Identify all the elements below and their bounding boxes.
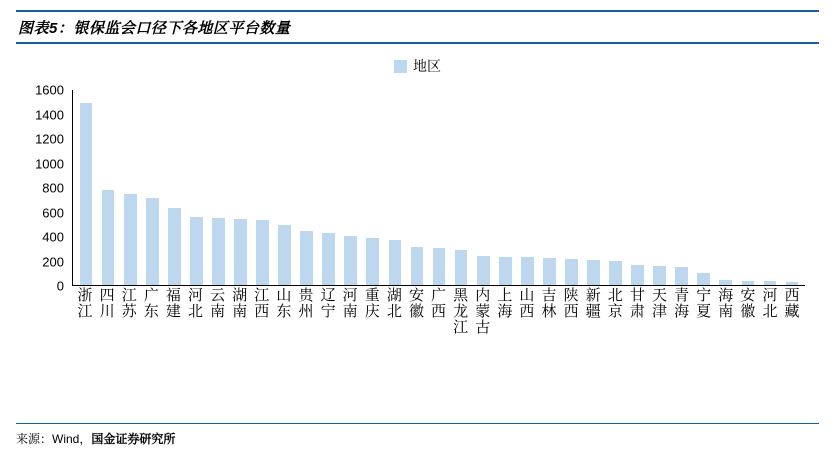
y-tick-label: 1200 (35, 131, 64, 147)
x-tick-label: 内蒙古 (475, 287, 491, 336)
x-tick-label: 陕西 (563, 287, 579, 320)
bar-slot (605, 90, 627, 285)
bar[interactable] (102, 190, 115, 285)
x-tick-label: 湖北 (386, 287, 402, 320)
bar-series (73, 90, 805, 285)
bar-slot (472, 90, 494, 285)
bar[interactable] (190, 217, 203, 285)
bar[interactable] (609, 261, 622, 285)
x-label-slot (781, 288, 803, 382)
x-label-slot (251, 288, 273, 382)
bar[interactable] (234, 219, 247, 285)
bar-slot (141, 90, 163, 285)
bar[interactable] (719, 280, 732, 285)
bar[interactable] (433, 248, 446, 285)
x-tick-label: 湖南 (232, 287, 248, 320)
x-tick-label: 安徽 (740, 287, 756, 320)
bar[interactable] (344, 236, 357, 285)
bar-slot (274, 90, 296, 285)
bar[interactable] (455, 250, 468, 285)
x-label-slot (96, 288, 118, 382)
y-tick-label: 1400 (35, 107, 64, 122)
bar-slot (340, 90, 362, 285)
bar-slot (318, 90, 340, 285)
x-label-slot (339, 288, 361, 382)
bar-slot (185, 90, 207, 285)
x-tick-label: 河北 (188, 287, 204, 320)
bar-slot (671, 90, 693, 285)
bar[interactable] (786, 282, 799, 285)
x-tick-label: 宁夏 (696, 287, 712, 320)
footer-divider (16, 423, 819, 424)
chart-area (16, 82, 819, 382)
bar[interactable] (543, 258, 556, 285)
plot-canvas (72, 90, 805, 286)
x-label-slot (516, 288, 538, 382)
bar[interactable] (565, 259, 578, 285)
x-label-slot (648, 288, 670, 382)
bar[interactable] (521, 257, 534, 285)
x-label-slot (273, 288, 295, 382)
x-tick-label: 江西 (254, 287, 270, 320)
x-tick-label: 上海 (497, 287, 513, 320)
x-label-slot (229, 288, 251, 382)
x-tick-label: 辽宁 (320, 287, 336, 320)
page-title: 图表5：银保监会口径下各地区平台数量 (18, 19, 291, 37)
x-tick-label: 福建 (165, 287, 181, 320)
bar[interactable] (389, 240, 402, 285)
x-tick-label: 浙江 (77, 287, 93, 320)
bar-slot (406, 90, 428, 285)
bar-slot (229, 90, 251, 285)
x-tick-label: 天津 (651, 287, 667, 320)
y-tick-label: 800 (42, 180, 64, 196)
y-tick-label: 1600 (35, 82, 64, 98)
bar[interactable] (212, 218, 225, 285)
x-tick-label: 北京 (607, 287, 623, 320)
bar[interactable] (697, 273, 710, 285)
bar-slot (627, 90, 649, 285)
bar[interactable] (256, 220, 269, 285)
bar[interactable] (322, 233, 335, 285)
bar[interactable] (146, 198, 159, 285)
bar[interactable] (124, 194, 137, 285)
x-label-slot (405, 288, 427, 382)
chart-page (0, 10, 835, 461)
x-label-slot (759, 288, 781, 382)
source-text (16, 430, 819, 447)
x-tick-label: 重庆 (364, 287, 380, 320)
y-tick-label: 200 (42, 254, 64, 269)
bar-slot (516, 90, 538, 285)
bar-slot (75, 90, 97, 285)
chart-title-bar (16, 10, 819, 44)
bar-slot (362, 90, 384, 285)
y-tick-label: 400 (42, 229, 64, 245)
x-tick-label: 安徽 (408, 287, 424, 320)
x-label-slot (450, 288, 472, 382)
legend-label-region: 地区 (413, 58, 441, 74)
x-tick-label: 河南 (342, 287, 358, 320)
x-label-slot (560, 288, 582, 382)
y-tick-label: 1000 (35, 156, 64, 171)
x-tick-label: 江苏 (121, 287, 137, 320)
x-tick-label: 广东 (143, 287, 159, 320)
bar-slot (450, 90, 472, 285)
x-label-slot (295, 288, 317, 382)
bar-slot (582, 90, 604, 285)
bar-slot (428, 90, 450, 285)
x-tick-label: 青海 (674, 287, 690, 320)
bar-slot (538, 90, 560, 285)
bar[interactable] (300, 231, 313, 285)
legend-swatch-region (394, 60, 407, 73)
x-tick-label: 新疆 (585, 287, 601, 320)
bar-slot (693, 90, 715, 285)
bar[interactable] (653, 266, 666, 285)
source-footer (16, 423, 819, 447)
bar[interactable] (675, 267, 688, 285)
bar[interactable] (764, 281, 777, 285)
x-label-slot (383, 288, 405, 382)
x-tick-label: 河北 (762, 287, 778, 320)
x-label-slot (538, 288, 560, 382)
bar[interactable] (278, 225, 291, 285)
x-label-slot (74, 288, 96, 382)
x-tick-label: 山西 (519, 287, 535, 320)
x-axis-tick-labels (72, 288, 805, 382)
x-tick-label: 黑龙江 (453, 287, 469, 336)
x-label-slot (494, 288, 516, 382)
x-tick-label: 甘肃 (629, 287, 645, 320)
bar[interactable] (499, 257, 512, 285)
bar-slot (119, 90, 141, 285)
bar-slot (296, 90, 318, 285)
bar-slot (649, 90, 671, 285)
bar[interactable] (587, 260, 600, 285)
x-label-slot (671, 288, 693, 382)
bar-slot (781, 90, 803, 285)
chart-legend (16, 56, 819, 76)
x-label-slot (184, 288, 206, 382)
bar[interactable] (80, 103, 93, 285)
x-tick-label: 西藏 (784, 287, 800, 320)
bar-slot (163, 90, 185, 285)
x-tick-label: 广西 (431, 287, 447, 320)
x-tick-label: 贵州 (298, 287, 314, 320)
x-label-slot (207, 288, 229, 382)
x-label-slot (428, 288, 450, 382)
bar-slot (737, 90, 759, 285)
bar[interactable] (477, 256, 490, 285)
bar-slot (715, 90, 737, 285)
x-label-slot (737, 288, 759, 382)
x-label-slot (472, 288, 494, 382)
x-tick-label: 云南 (210, 287, 226, 320)
plot-wrapper (72, 90, 805, 286)
x-label-slot (162, 288, 184, 382)
bar[interactable] (742, 281, 755, 285)
source-prefix: 来源：Wind， (16, 432, 92, 446)
x-tick-label: 山东 (276, 287, 292, 320)
bar-slot (560, 90, 582, 285)
bar[interactable] (631, 265, 644, 285)
bar-slot (494, 90, 516, 285)
source-org: 国金证券研究所 (91, 432, 176, 446)
bar[interactable] (366, 238, 379, 285)
x-tick-label: 海南 (718, 287, 734, 320)
x-label-slot (715, 288, 737, 382)
x-tick-label: 四川 (99, 287, 115, 320)
bar-slot (207, 90, 229, 285)
x-label-slot (582, 288, 604, 382)
x-label-slot (626, 288, 648, 382)
bar-slot (252, 90, 274, 285)
y-tick-label: 0 (56, 278, 64, 294)
bar-slot (384, 90, 406, 285)
y-axis-tick-labels (16, 82, 68, 294)
bar[interactable] (168, 208, 181, 285)
x-label-slot (361, 288, 383, 382)
x-tick-label: 吉林 (541, 287, 557, 320)
bar-slot (97, 90, 119, 285)
x-label-slot (118, 288, 140, 382)
x-label-slot (317, 288, 339, 382)
bar-slot (759, 90, 781, 285)
x-label-slot (693, 288, 715, 382)
x-label-slot (140, 288, 162, 382)
y-tick-label: 600 (42, 205, 64, 220)
x-label-slot (604, 288, 626, 382)
bar[interactable] (411, 247, 424, 285)
